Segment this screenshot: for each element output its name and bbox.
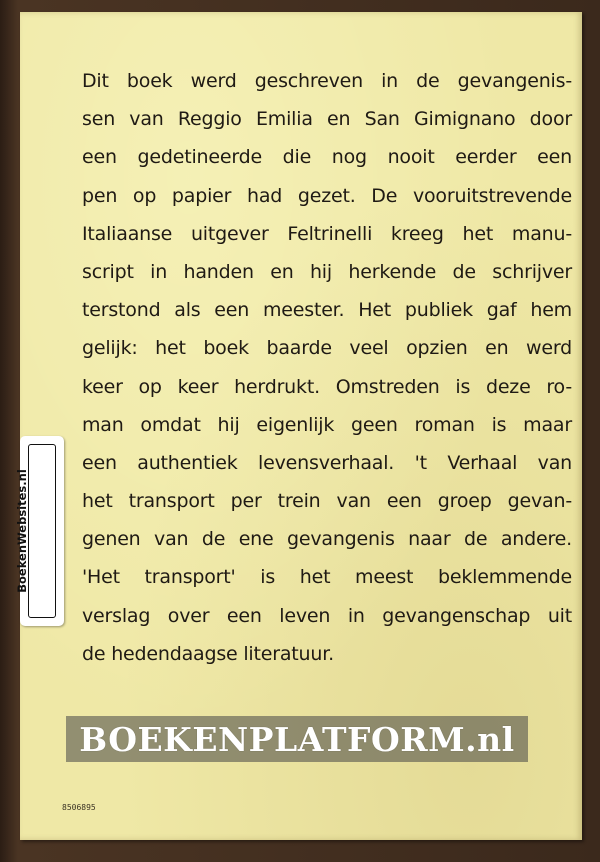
blurb-line: sen van Reggio Emilia en San Gimignano door xyxy=(82,108,572,131)
blurb-line: verslag over een leven in gevangenschap uit xyxy=(82,604,572,627)
blurb-line: de hedendaagse literatuur. xyxy=(82,642,334,665)
watermark-text: BOEKENPLATFORM.nl xyxy=(79,719,515,759)
blurb-line: een authentiek levensverhaal. 't Verhaal van xyxy=(82,451,572,474)
blurb-line: 'Het transport' is het meest beklemmende xyxy=(82,566,572,589)
blurb-line: Dit boek werd geschreven in de gevangenis- xyxy=(82,70,572,92)
blurb-line: Italiaanse uitgever Feltrinelli kreeg het manu- xyxy=(82,222,572,245)
blurb-line: keer op keer herdrukt. Omstreden is deze ro- xyxy=(82,375,572,398)
sticker-border xyxy=(28,444,56,618)
blurb-line: gelijk: het boek baarde veel opzien en werd xyxy=(82,337,572,360)
sticker-label: BoekenWebsites.nl xyxy=(15,469,29,593)
blurb-line: een gedetineerde die nog nooit eerder een xyxy=(82,146,572,169)
blurb-line: genen van de ene gevangenis naar de andere. xyxy=(82,528,572,551)
watermark xyxy=(66,716,528,762)
blurb-line: man omdat hij eigenlijk geen roman is maar xyxy=(82,413,572,436)
blurb-line: pen op papier had gezet. De vooruitstrevende xyxy=(82,184,572,207)
barcode-number: 8506895 xyxy=(62,803,96,812)
blurb-text xyxy=(82,62,572,673)
blurb-line: het transport per trein van een groep gevan- xyxy=(82,490,572,513)
blurb-line: terstond als een meester. Het publiek gaf hem xyxy=(82,299,572,322)
blurb-line: script in handen en hij herkende de schrijver xyxy=(82,260,572,283)
